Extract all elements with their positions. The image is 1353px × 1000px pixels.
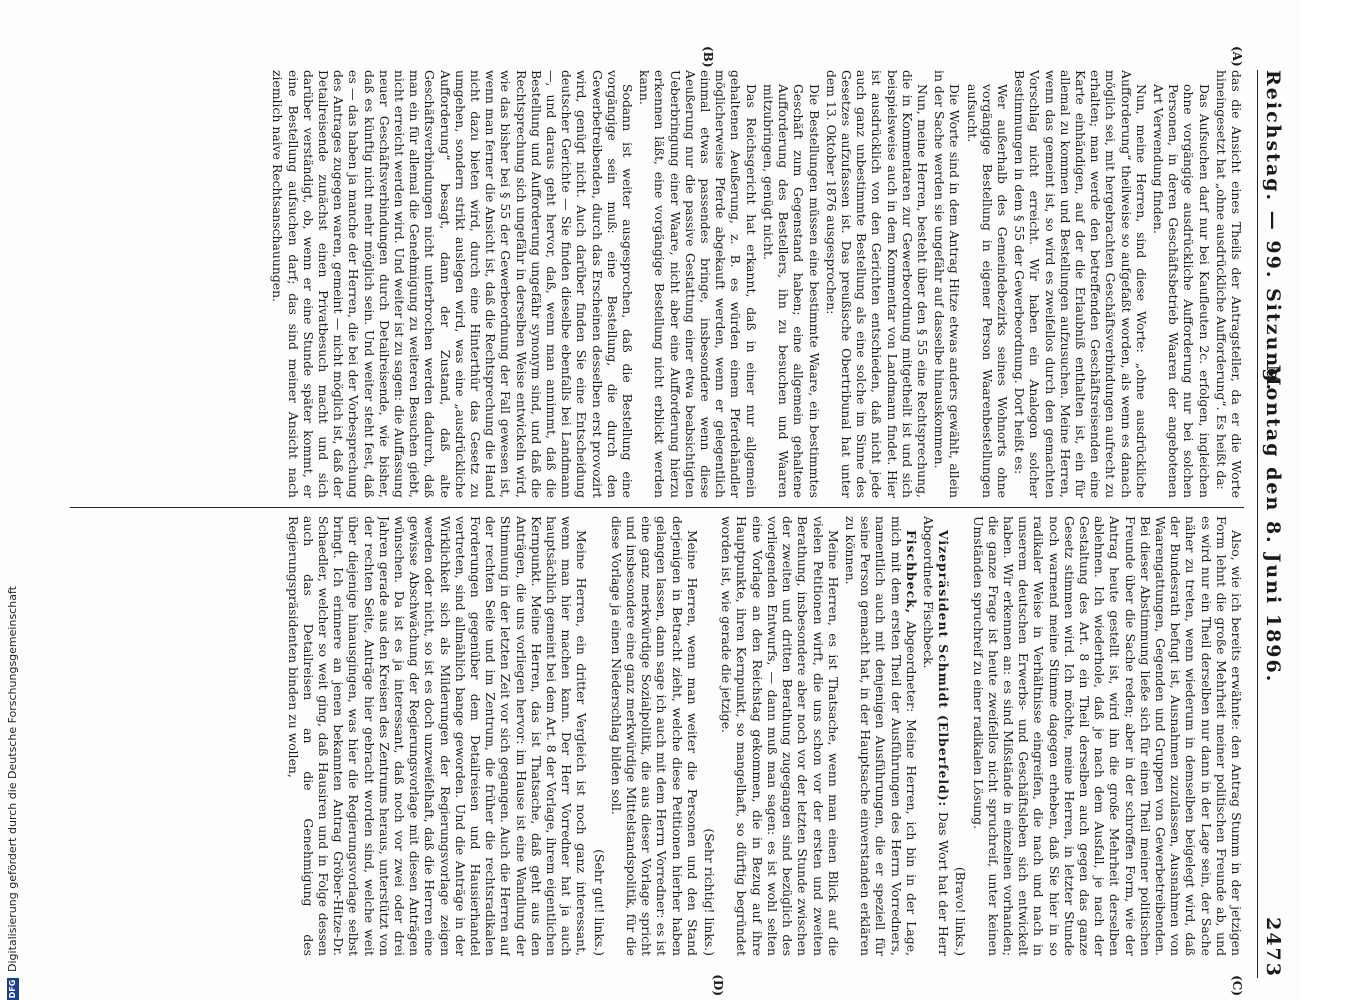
paragraph: [824, 70, 930, 498]
margin-marker-d: (D): [711, 974, 725, 996]
header-date: Montag den 8. Juni 1896.: [1262, 364, 1284, 684]
paragraph: [953, 516, 968, 956]
dfg-logo: DFG: [7, 979, 17, 999]
paragraph: [921, 516, 951, 956]
paragraph-text: Abgeordneter: Meine Herren, ich bin in der Lage, mich mit dem ersten Theil der Ausführungen des Herrn Vorredners, namentlich auch mit denjenigen Ausführungen, die er speziell für seine Person gemacht hat, in der Hauptsache einverstanden erklären zu können.: [842, 516, 919, 956]
paragraph-text: Also, wie ich bereits erwähnte: den Antrag Stumm in der jetzigen Form lehnt die große Mehrheit meiner politischen Freunde ab, und es wird nur ein Theil derselben nur dann in der Lage sein, der Sache näher zu treten, wenn wiederum in demselben beigelegt wird, daß der Bundesrath befugt ist, Ausnahmen zuzulassen, Ausnahmen von Waarengattungen, Gegenden und Gruppen von Gewerbetreibenden. Bei dieser Abstimmung ließe sich für einen Theil meiner politischen Freunde über die Sache reden; aber in der schroffen Form, wie der Antrag heute gestellt ist, wird ihn die große Mehrheit derselben ablehnen. Ich wiederhole, daß je nach dem Ausfall, je nach der Gestaltung des Art. 8 ein Theil derselben auch gegen das ganze Gesetz stimmen wird. Ich möchte, meine Herren, in letzter Stunde noch warnend meine Stimme dagegen erheben, daß Sie hier in so radikaler Weise in Verhältnisse eingreifen, die nach und nach in unserem deutschen Erwerbs- und Geschäftsleben sich entwickelt haben. Wir erkennen an: es sind Mißstände in einzelnen vorhanden; die ganze Frage ist heute zweifellos nicht spruchreif, unter keinen Umständen spruchreif zu einer radikalen Lösung.: [970, 516, 1244, 956]
paragraph: [591, 516, 606, 956]
paragraph-text: Die Bestellungen müssen eine bestimmte Waare, ein bestimmtes Geschäft zum Gegenstand haben; eine allgemein gehaltene Aufforderung des Bestellers, ihn zu besuchen und Waaren mitzubringen, genügt nicht.: [760, 84, 822, 498]
paragraph-text: Meine Herren, wenn man weiter die Personen und den Stand derjenigen in Betracht zieht, welche diese Petitionen hierher haben gelangen lassen, dann sage ich auch mit dem Herrn Vorredner: es ist eine ganz merkwürdige Sozialpolitik, die aus dieser Vorlage spricht und insbesondere eine ganz merkwürdige Mittelstandspolitik, für die diese Vorlage ja einen Niederschlag bilden soll.: [608, 516, 700, 956]
left-column: [70, 70, 1244, 498]
column-divider: [70, 507, 1244, 508]
speaker-name: Vizepräsident Schmidt (Elberfeld):: [936, 530, 952, 808]
paragraph-text: Meine Herren, es ist Thatsache, wenn man einen Blick auf die vielen Petitionen wirft, die uns schon vor der ersten und zweiten Berathung, insbesondere aber noch vor der letzten Stunde zwischen der zweiten und dritten Berathung zugegangen sind bezüglich des vorliegenden Entwurfs, — dann muß man sagen: es ist wohl selten eine Vorlage an den Reichstag gekommen, die in Bezug auf ihre Hauptpunkte, ihren Kernpunkt, so mangelhaft, so dürftig begründet worden ist, wie gerade die jetzige.: [719, 516, 841, 956]
paragraph-text: Sodann ist weiter ausgesprochen, daß die Bestellung eine vorgängige sein muß: eine Bestellung, die durch den Gewerbetreibenden, durch das Erscheinen desselben erst provozirt wird, genügt nicht. Auch darüber finden Sie eine Entscheidung deutscher Gerichte — Sie finden dieselbe ebenfalls bei Landmann —, und daraus geht hervor, daß, wenn man annimmt, daß die Bestellung und Aufforderung ungefähr synonym sind, und daß die Rechtsprechung sich ungefähr in derselben Weise entwickeln wird, wie das bisher bei § 55 der Gewerbeordnung der Fall gewesen ist, wenn man ferner die Ansicht ist, daß die Rechtsprechung die Hand nicht dazu bieten wird, durch eine Hinterthür das Gesetz zu umgehen, sondern strikt auslegen wird, was eine „ausdrückliche Aufforderung“ besagt, dann der Zustand, daß alte Geschäftsverbindungen nicht unterbrochen werden dadurch, daß man ein für allemal die Genehmigung zu weiteren Besuchen giebt, nicht erreicht werden wird. Und weiter ist zu sagen: die Auffassung neuer Geschäftsverbindungen durch Detailreisende, wie bisher, daß es künftig nicht mehr möglich sein. Und weiter steht fest, daß es — das haben ja manche der Herren, die bei der Vorbesprechung des Antrages zugegen waren, gemeint — nicht möglich ist, daß der Detailreisende zunächst einen Privatbesuch macht und sich darüber verständigt, ob, wenn er eine Stunde später kommt, er eine Bestellung aufsuchen darf; das sind meiner Ansicht nach ziemlich naive Rechtsanschauungen.: [270, 70, 636, 498]
paragraph: [964, 84, 1010, 498]
paragraph: [285, 516, 589, 956]
page-header: [1257, 70, 1288, 978]
paragraph: [970, 516, 1244, 956]
margin-marker-c: (C): [1230, 975, 1244, 996]
paragraph-text: Das Reichsgericht hat erkannt, daß in einer nur allgemein gehaltenen Aeußerung, z. B. es würden einem Pferdehändler möglicherweise Pferde abgekauft werden, wenn er gelegentlich einmal etwas passendes bringe, insbesondere wenn diese Aeußerung nur die passive Gestattung einer etwa beabsichtigten Ueberbringung einer Waare, nicht aber eine Aufforderung hierzu erkennen läßt, eine vorgängige Bestellung nicht erblickt werden kann.: [637, 70, 759, 498]
paragraph-text: Nun, meine Herren, sind diese Worte: „ohne ausdrückliche Aufforderung“ theilweise so aufgefaßt worden, als wenn es danach möglich sei, mit hergebrachten Geschäftsverbindungen aufrecht zu erhalten; man werde den betreffenden Geschäftsreisenden eine Karte einhändigen, auf der die Erlaubniß enthalten ist, ein für allemal zu kommen und Bestellungen aufzusuchen. Meine Herren, wenn das gemeint ist, so wird es zweifellos durch den gemachten Vorschlag nicht erreicht. Wir haben ein Analogon solcher Bestimmungen in dem § 55 der Gewerbeordnung. Dort heißt es:: [1012, 70, 1149, 498]
paragraph: [609, 516, 700, 956]
paragraph: [719, 516, 841, 956]
paragraph: [270, 70, 635, 498]
paragraph-text: Wer außerhalb des Gemeindebezirks seines Wohnorts ohne vorgängige Bestellung in eigener Person Waarenbestellungen aufsucht.: [964, 84, 1010, 498]
paragraph-text: (Sehr richtig! links.): [702, 828, 718, 956]
page-number: 2473: [1262, 917, 1284, 978]
paragraph-text: Meine Herren, ein dritter Vergleich ist noch ganz interessant, wenn man hier machen kann. Der Herr Vorredner hat ja auch hauptsächlich gemeint bei dem Art. 8 der Vorlage, ihrem eigentlichen Kernpunkt. Meine Herren, das ist Thatsache, daß geht aus den Anträgen, die uns vorliegen hervor: im Hause ist eine Wandlung der Stimmung in der letzten Zeit vor sich gegangen. Auch die Herren auf der rechten Seite und im Zentrum, die früher die rechtsradikalen Forderungen gegenüber dem Detailreisen und Hausierhandel vertreten, sind allmählich bange geworden. Und die Anträge in der Wirklichkeit sich als Milderungen der Regierungsvorlage zeigen werden oder nicht, so ist es doch unzweifelhaft, daß die Herren eine gewisse Abschwächung der Regierungsvorlage mit diesen Anträgen wünschen. Da ist es ja interessant, daß noch vor zwei oder drei Jahren gerade aus den Kreisen des Zentrums heraus, unterstützt von der rechten Seite, Anträge hier gebracht worden sind, welche weit über diejenige hinausgingen, was hier die Regierungsvorlage selbst bringt. Ich erinnere an jenen bekannten Antrag Gröber-Hitze-Dr. Schaedler, welcher so weit ging, daß Hausiren und in Folge dessen auch das Detailreisen an die Genehmigung des Regierungspräsidenten binden zu wollen,: [285, 516, 590, 956]
paragraph: [702, 516, 717, 956]
paragraph: [843, 516, 919, 956]
right-column: [70, 516, 1244, 956]
paragraph-text: das die Ansicht eines Theils der Antragsteller, da er die Worte hineingesetzt hat „ohne ausdrückliche Aufforderung“. Es heißt da:: [1213, 70, 1244, 498]
paragraph-text: Nun, meine Herren, besteht über den § 55 eine Rechtsprechung, die in Kommentaren zur Gewerbeordnung mitgetheilt ist und sich beispielsweise auch in dem Kommentar von Landmann findet. Hier ist ausdrücklich von den Gerichten entschieden, daß nicht jede auch ganz unbestimmte Bestellung als eine solche im Sinne des Gesetzes aufzufassen ist. Das preußische Obertribunal hat unter dem 13. Oktober 1876 ausgesprochen:: [823, 70, 930, 498]
paragraph-text: Die Worte sind in dem Antrag Hitze etwas anders gewählt, allein in der Sache werden sie ungefähr auf dasselbe hinauskommen.: [932, 70, 963, 498]
margin-marker-b: (B): [701, 46, 715, 68]
paragraph: [761, 84, 822, 498]
paragraph: [1214, 70, 1244, 498]
paragraph: [1151, 84, 1212, 498]
margin-marker-a: (A): [1230, 46, 1244, 67]
paragraph-text: (Bravo! links.): [953, 866, 969, 956]
paragraph: [637, 70, 759, 498]
credit-text: Digitalisierung gefördert durch die Deutsche Forschungsgemeinschaft: [6, 586, 19, 972]
paragraph-text: (Sehr gut! links.): [591, 849, 607, 956]
paragraph-text: Das Wort hat der Herr Abgeordnete Fischbeck.: [920, 516, 952, 956]
header-left: Reichstag. — 99. Sitzung.: [1262, 70, 1284, 393]
paragraph: [932, 70, 962, 498]
paragraph-text: Das Aufsuchen darf nur bei Kaufleuten 2c. erfolgen, ingleichen ohne vorgängige ausdrückliche Aufforderung nur bei solchen Personen, in deren Geschäftsbetrieb Waaren der angebotenen Art Verwendung finden.: [1150, 84, 1212, 498]
digitization-credit: [6, 586, 19, 1000]
speaker-name: Fischbeck,: [903, 530, 919, 615]
paragraph: [1012, 70, 1149, 498]
